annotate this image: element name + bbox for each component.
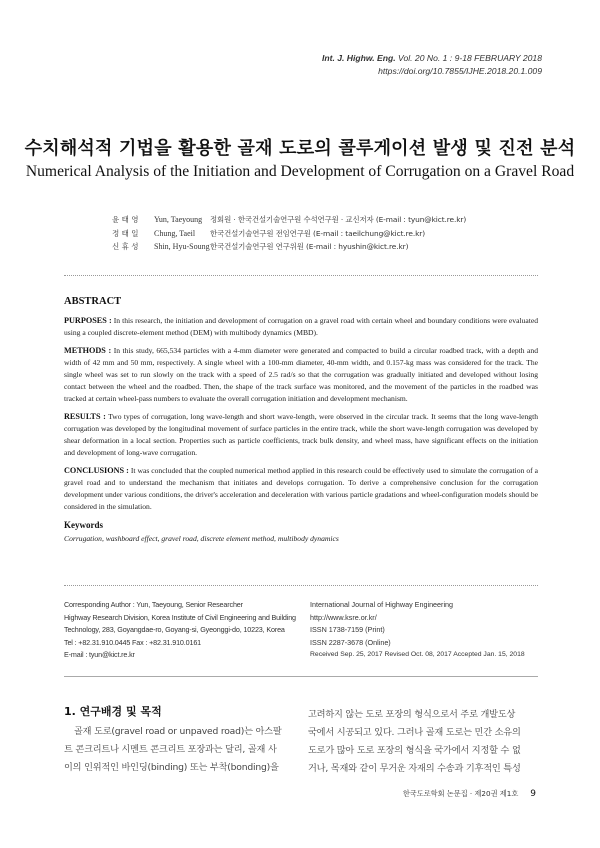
journal-name: International Journal of Highway Engineering bbox=[310, 600, 454, 609]
running-header bbox=[322, 52, 542, 78]
results-text: Two types of corrugation, long wave-length and short wave-length, were observed in the circular track. It seems that the long wave-length corrugation was developed by the longitudinal movement of surface particles in the entire track, while the short wave-length corrugation was developed by shear deformation in a local section. Properties such as particle coefficients, track bulk density, and wheel mass, have significant effects on the initiation and development of long-wave corrugation. bbox=[64, 412, 538, 457]
dotted-divider-top bbox=[64, 275, 538, 276]
body-line: 국에서 시공되고 있다. 그러나 골재 도로는 민간 소유의 bbox=[308, 727, 521, 738]
body-line: 트 콘크리트나 시멘트 콘크리트 포장과는 달리, 골재 사 bbox=[64, 744, 277, 755]
keywords-heading: Keywords bbox=[64, 520, 103, 530]
results-label: RESULTS : bbox=[64, 412, 106, 421]
author-name-ko: 정 태 일 bbox=[112, 228, 139, 238]
journal-citation bbox=[322, 52, 542, 65]
received-dates: Received Sep. 25, 2017 Revised Oct. 08, 2017 Accepted Jan. 15, 2018 bbox=[310, 651, 525, 659]
author-name-ko: 신 휴 성 bbox=[112, 242, 139, 251]
conclusions-text: It was concluded that the coupled numerical method applied in this research could be effectively used to simulate the corrugation of a gravel road and to understand the mechanism that initiates and develops corrugation. To derive a comprehensive conclusion for the corrugation development under various conditions, the driver's acceleration and deceleration with various particle gradations and wheel-configuration models should be considered in the simulation. bbox=[64, 466, 538, 511]
author-list bbox=[112, 213, 466, 254]
section-title: 1. 연구배경 및 목적 bbox=[64, 705, 162, 718]
abstract-purposes bbox=[64, 315, 538, 339]
dotted-divider-bottom bbox=[64, 585, 538, 586]
author-name-en: Chung, Taeil bbox=[154, 228, 196, 238]
author-name-ko: 윤 태 영 bbox=[112, 215, 139, 224]
issn-print: ISSN 1738-7159 (Print) bbox=[310, 625, 385, 635]
body-line: 골재 도로(gravel road or unpaved road)는 아스팔 bbox=[74, 726, 282, 737]
corr-line: Highway Research Division, Korea Institute of Civil Engineering and Building bbox=[64, 612, 296, 622]
methods-label: METHODS : bbox=[64, 346, 112, 355]
body-line: 거나, 목재와 같이 무거운 자재의 수송과 기후적인 특성 bbox=[308, 763, 521, 774]
corr-email[interactable]: E-mail : tyun@kict.re.kr bbox=[64, 650, 135, 660]
author-row bbox=[112, 213, 466, 227]
body-line: 이의 인위적인 바인딩(binding) 또는 부착(bonding)을 bbox=[64, 762, 279, 773]
abstract-methods bbox=[64, 345, 538, 405]
author-name-en: Yun, Taeyoung bbox=[154, 215, 203, 224]
author-affiliation: 한국건설기술연구원 전임연구원 (E-mail : taeilchung@kict.re.kr) bbox=[210, 228, 425, 238]
corr-line: Tel : +82.31.910.0445 Fax : +82.31.910.0161 bbox=[64, 637, 202, 647]
correspondence-block bbox=[64, 599, 296, 662]
page-number: 9 bbox=[530, 789, 536, 799]
body-column-right bbox=[308, 706, 538, 778]
journal-info-block bbox=[310, 599, 525, 662]
issn-online: ISSN 2287-3678 (Online) bbox=[310, 637, 391, 647]
author-affiliation: 한국건설기술연구원 연구위원 (E-mail : hyushin@kict.re.kr) bbox=[210, 242, 409, 251]
purposes-text: In this research, the initiation and development of corrugation on a gravel road with certain wheel and boundary conditions were evaluated using a coupled discrete-element method (DEM) with multibody dynamics (MBD). bbox=[64, 316, 538, 337]
corr-line: Corresponding Author : Yun, Taeyoung, Senior Researcher bbox=[64, 600, 243, 609]
author-row bbox=[112, 227, 466, 241]
author-name-en: Shin, Hyu-Soung bbox=[154, 242, 210, 251]
footer-journal: 한국도로학회 논문집 · 제20권 제1호 bbox=[402, 789, 519, 798]
volume-issue: Vol. 20 No. 1 : 9-18 FEBRUARY 2018 bbox=[398, 53, 542, 63]
journal-abbrev: Int. J. Highw. Eng. bbox=[321, 53, 396, 63]
title-english: Numerical Analysis of the Initiation and Development of Corrugation on a Gravel Road bbox=[25, 163, 575, 180]
purposes-label: PURPOSES : bbox=[64, 316, 112, 325]
body-column-left bbox=[64, 704, 294, 777]
keywords-text: Corrugation, washboard effect, gravel road, discrete element method, multibody dynamics bbox=[64, 534, 339, 543]
abstract-heading: ABSTRACT bbox=[64, 296, 122, 307]
title-korean: 수치해석적 기법을 활용한 골재 도로의 콜루게이션 발생 및 진전 분석 bbox=[24, 138, 576, 159]
abstract-conclusions bbox=[64, 465, 538, 513]
body-line: 도로가 많아 도로 포장의 형식을 국가에서 지정할 수 없 bbox=[308, 745, 521, 756]
page-footer bbox=[403, 789, 536, 799]
body-line: 고려하지 않는 도로 포장의 형식으로서 주로 개발도상 bbox=[308, 709, 516, 720]
doi-link[interactable]: https://doi.org/10.7855/IJHE.2018.20.1.009 bbox=[378, 66, 542, 76]
author-affiliation: 정회원 · 한국건설기술연구원 수석연구원 · 교신저자 (E-mail : tyun@kict.re.kr) bbox=[210, 215, 467, 224]
author-row bbox=[112, 240, 466, 254]
section-rule bbox=[64, 676, 538, 677]
abstract-results bbox=[64, 411, 538, 459]
abstract-section bbox=[64, 296, 538, 545]
journal-url[interactable]: http://www.ksre.or.kr/ bbox=[310, 612, 377, 622]
corr-line: Technology, 283, Goyangdae-ro, Goyang-si, Gyeonggi-do, 10223, Korea bbox=[64, 625, 285, 635]
conclusions-label: CONCLUSIONS : bbox=[64, 466, 129, 475]
methods-text: In this study, 665,534 particles with a 4-mm diameter were generated and compacted to build a circular roadbed track, with a depth and width of 42 mm and 50 mm, respectively. A single wheel with a 100-mm diameter, 40-mm width, and 0.157-kg mass was considered for the track. The single wheel was set to run slowly on the track with a speed of 2.5 rad/s so that the corrugation was gradually initiated and developed without losing contact between the wheel and the roadbed. Then, the shape of the track surface was monitored, and the movement of the particles in the roadbed was tracked at certain wheel-pass numbers to evaluate the overall corrugation initiation and development mechanism. bbox=[64, 346, 538, 403]
